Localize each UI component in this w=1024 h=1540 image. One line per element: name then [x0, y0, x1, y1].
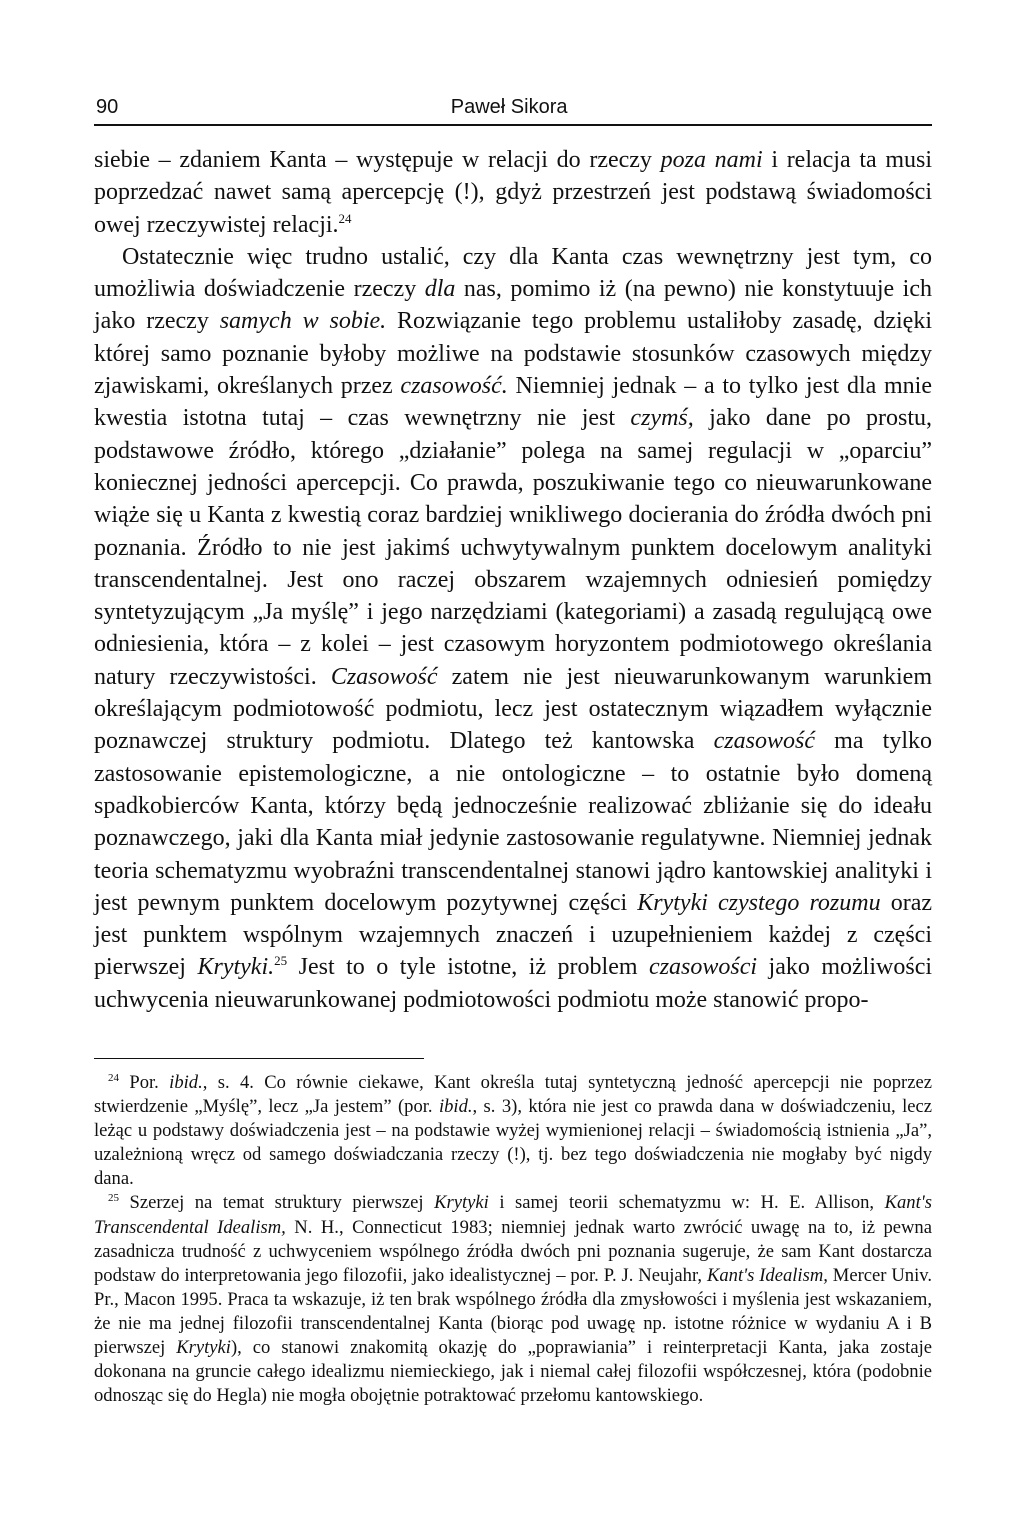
running-head [94, 94, 932, 124]
text-span: jako możliwości uchwycenia nieuwarunkowanej podmiotowości podmiotu może stanowić propo- [94, 954, 933, 1013]
italic-span: czymś, [630, 405, 694, 432]
text-span: i samej teorii schematyzmu w: H. E. Allison, [488, 1192, 885, 1214]
italic-span: Kant's Idealism, [706, 1264, 828, 1286]
header-rule [94, 124, 932, 126]
italic-span: Krytyki. [197, 954, 275, 981]
paragraph-2 [94, 241, 932, 1016]
text-span: Mercer Univ. Pr., Macon 1995. Praca ta wskazuje, iż ten brak wspólnego źródła dla zmysłowości i myślenia jest wskazaniem, że nie ma jednej filozofii transcendentalnej Kanta (biorąc pod uwagę np. istotne różnice w wydaniu A i B pierwszej [94, 1264, 932, 1359]
italic-span: Kant's Transcendental Idealism, [94, 1192, 932, 1238]
running-head-author: Paweł Sikora [450, 96, 568, 118]
text-span: Niemniej jednak – a to tylko jest dla mnie kwestia istotna tutaj – czas wewnętrzny nie jest [94, 373, 932, 432]
text-span: Rozwiązanie tego problemu ustaliłoby zasadę, dzięki której samo poznanie byłoby możliwe na podstawie stosunków czasowych między zjawiskami, określanych przez [94, 308, 933, 400]
footnote-number: 24 [108, 1071, 119, 1084]
footnote-separator [94, 1058, 424, 1059]
italic-span: Krytyki [434, 1192, 489, 1214]
italic-span: ibid. [438, 1096, 473, 1118]
main-text [94, 144, 932, 1016]
footnote-number: 25 [108, 1192, 119, 1205]
text-span: zatem nie jest nieuwarunkowanym warunkiem określającym podmiotowość podmiotu, lecz jest ostatecznym wiązadłem wyłącznie poznawczej struktury podmiotu. Dlatego też kantowska [94, 663, 932, 755]
text-span: , s. 4. Co równie ciekawe, Kant określa tutaj syntetyczną jedność apercepcji nie poprzez stwierdzenie „Myślę”, lecz „Ja jestem” (por. [94, 1072, 932, 1118]
text-span: ), co stanowi znakomitą okazję do „poprawiania” i reinterpretacji Kanta, jaka zostaje dokonana na gruncie całego idealizmu niemieckiego, jak i niemal całej filozofii współczesnej, która (podobnie odnosząc się do Hegla) nie mogła obojętnie potraktować przełomu kantowskiego. [94, 1337, 932, 1407]
italic-span: ibid. [169, 1072, 203, 1094]
italic-span: poza nami [660, 147, 763, 173]
italic-span: Czasowość [330, 663, 438, 690]
footnote-24 [94, 1071, 932, 1191]
italic-span: Krytyki [176, 1337, 231, 1359]
text-span: , s. 3), która nie jest co prawda dana w doświadczeniu, lecz leżąc u podstawy doświadczenia jest – na podstawie wyżej wymienionej relacji – świadomością istnienia „Ja”, uzależnioną wręcz od samego doświadczania rzeczy (!), tj. bez tego doświadczenia nie mogłaby być nigdy dana. [94, 1096, 933, 1190]
italic-span: czasowości [649, 954, 758, 981]
text-span: siebie – zdaniem Kanta – występuje w relacji do rzeczy [94, 147, 661, 173]
book-page [94, 94, 932, 1408]
text-span: nas, pomimo iż (na pewno) nie konstytuuje ich jako rzeczy [94, 276, 932, 335]
paragraph-1 [94, 144, 932, 241]
italic-span: Krytyki czystego rozumu [637, 889, 881, 916]
footnote-ref-25[interactable]: 25 [274, 953, 288, 969]
italic-span: czasowość. [400, 373, 508, 400]
footnotes [94, 1071, 932, 1408]
italic-span: dla [424, 276, 456, 303]
text-span: Ostatecznie więc trudno ustalić, czy dla Kanta czas wewnętrzny jest tym, co umożliwia doświadczenie rzeczy [94, 243, 932, 303]
text-span: jako dane po prostu, podstawowe źródło, którego „działanie” polega na samej regulacji w „oparciu” koniecznej jedności apercepcji. Co prawda, poszukiwanie tego co nieuwarunkowane wiąże się u Kanta z kwestią coraz bardziej wnikliwego docierania do źródła dwóch pni poznania. Źródło to nie jest jakimś uchwytywalnym punktem docelowym analityki transcendentalnej. Jest ono raczej obszarem wzajemnych odniesień pomiędzy syntetyzującym „Ja myślę” i jego narzędziami (kategoriami) a zasadą regulującą owe odniesienia, która – z kolei – jest czasowym horyzontem podmiotowego określania natury rzeczywistości. [94, 405, 932, 690]
text-span: Por. [119, 1072, 170, 1094]
text-span: Szerzej na temat struktury pierwszej [119, 1192, 435, 1214]
italic-span: samych w sobie. [219, 308, 387, 335]
text-span: oraz jest punktem wspólnym wzajemnych znaczeń i uzupełnieniem każdej z części pierwszej [94, 889, 932, 981]
text-span: N. H., Connecticut 1983; niemniej jednak warto zwrócić uwagę na to, iż pewna zasadnicza trudność z uchwyceniem wspólnego źródła dwóch pni poznania sugeruje, że sam Kant dostarcza podstaw do interpretowania jego filozofii, jako idealistycznej – por. P. J. Neujahr, [94, 1216, 932, 1286]
page-number: 90 [96, 96, 119, 118]
italic-span: czasowość [713, 728, 815, 755]
text-span: ma tylko zastosowanie epistemologiczne, a nie ontologiczne – to ostatnie było domeną spadkobierców Kanta, którzy będą jednocześnie realizować zbliżanie się do ideału poznawczego, jaki dla Kanta miał jedynie zastosowanie regulatywne. Niemniej jednak teoria schematyzmu wyobraźni transcendentalnej stanowi jądro kantowskiej analityki i jest pewnym punktem docelowym pozytywnej części [94, 728, 933, 916]
text-span: i relacja ta musi poprzedzać nawet samą apercepcję (!), gdyż przestrzeń jest podstawą świadomości owej rzeczywistej relacji. [94, 147, 932, 238]
footnote-ref-24[interactable]: 24 [338, 210, 352, 226]
footnote-25 [94, 1191, 932, 1408]
text-span: Jest to o tyle istotne, iż problem [287, 954, 650, 981]
